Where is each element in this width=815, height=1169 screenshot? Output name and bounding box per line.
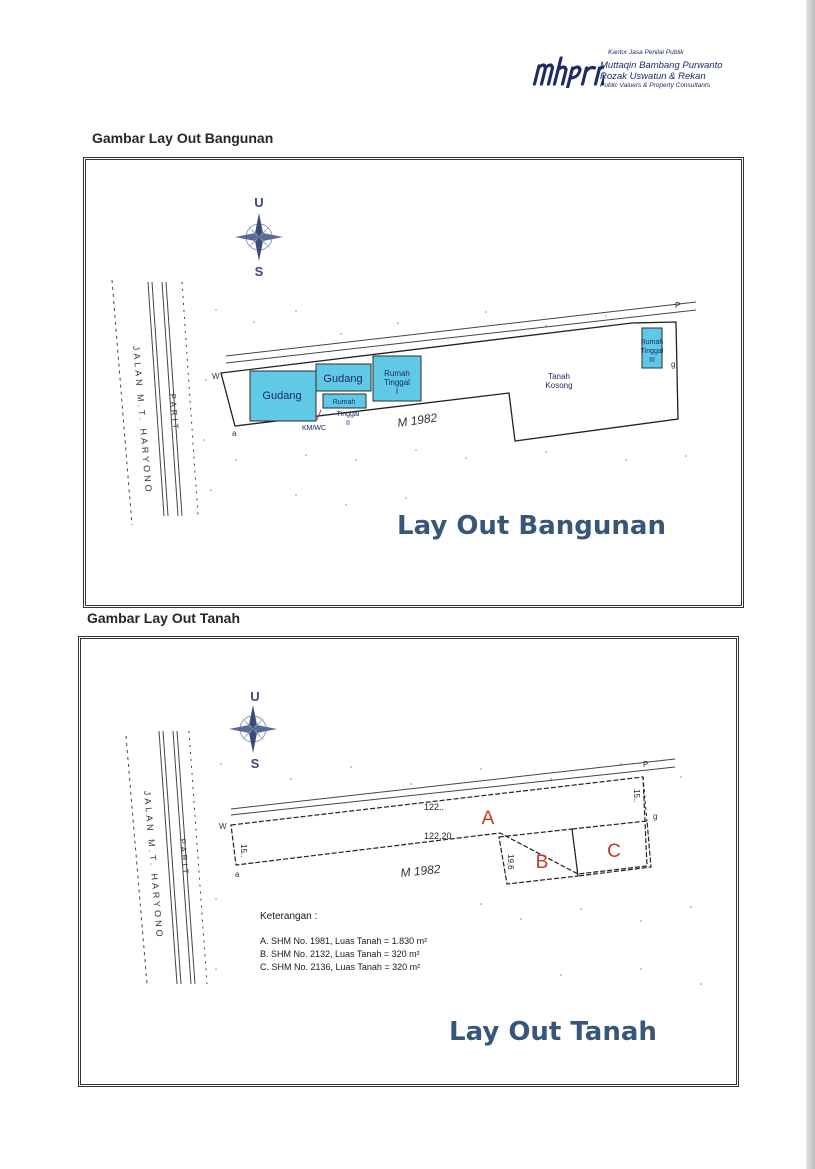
compass-rose-icon: [235, 213, 283, 261]
layout-bangunan-frame: [83, 157, 744, 608]
compass-north: U: [254, 195, 264, 210]
header-line1: Kantor Jasa Penilai Publik: [608, 49, 684, 56]
road-name: JALAN M.T. HARYONO: [142, 790, 165, 940]
page-edge: [806, 0, 815, 1169]
section1-title: Gambar Lay Out Bangunan: [92, 130, 274, 146]
parcel-a-label: A: [481, 808, 495, 829]
road-lines: [126, 731, 207, 984]
label-rumah-1b: Tinggal: [384, 378, 410, 387]
parcel-b-label: B: [535, 852, 549, 873]
label-rumah-2c: II: [346, 420, 350, 427]
keterangan-block: [260, 910, 427, 974]
parcel-c-label: C: [607, 841, 621, 862]
corner-mark-sw: a: [235, 870, 240, 879]
header-line3: Rozak Uswatun & Rekan: [600, 71, 706, 82]
boundary-top-2: [231, 767, 675, 815]
label-rumah-1a: Rumah: [384, 369, 410, 378]
corner-mark-sw: a: [232, 429, 237, 438]
dim-b: 19,6: [506, 854, 515, 870]
dim-right: 15..: [632, 789, 641, 803]
dim-side: 15..: [239, 844, 248, 858]
compass-south: S: [250, 756, 260, 771]
corner-mark-w: W: [219, 822, 227, 831]
corner-mark: P: [643, 760, 649, 769]
label-gudang-1: Gudang: [262, 390, 302, 402]
label-kmwc: KM/WC: [301, 425, 327, 432]
big-label-tanah: Lay Out Tanah: [449, 1017, 657, 1047]
road-lines: [112, 280, 198, 525]
boundary-top-1: [226, 302, 696, 356]
compass-rose-icon: [229, 705, 277, 753]
section2-title: Gambar Lay Out Tanah: [87, 610, 240, 626]
compass-north: U: [250, 689, 260, 704]
label-rumah-3b: Tinggal: [640, 348, 664, 355]
big-label-bangunan: Lay Out Bangunan: [397, 511, 666, 541]
label-rumah-3a: Rumah: [640, 339, 664, 346]
label-rumah-2a: Rumah: [332, 399, 356, 406]
kmwc-pointer: [317, 410, 321, 420]
corner-mark: P: [675, 301, 681, 310]
keterangan-item-c: C. SHM No. 2136, Luas Tanah = 320 m²: [260, 962, 421, 972]
corner-mark-w: W: [212, 372, 220, 381]
boundary-top-2: [226, 310, 696, 363]
keterangan-title: Keterangan :: [260, 911, 318, 922]
header-line4: Public Valuers & Property Consultants: [600, 82, 710, 89]
corner-mark-e: g: [671, 360, 676, 369]
corner-mark-e: g: [653, 812, 658, 821]
buildings: [250, 328, 662, 421]
dim-top: 122..: [424, 802, 445, 812]
survey-number: M 1982: [396, 410, 439, 430]
compass-south: S: [254, 264, 264, 279]
survey-number: M 1982: [399, 861, 442, 880]
keterangan-item-a: A. SHM No. 1981, Luas Tanah = 1.830 m²: [260, 936, 428, 946]
label-rumah-3c: III: [649, 357, 655, 364]
label-tanah-a: Tanah: [548, 372, 570, 381]
dim-mid: 122,20: [424, 831, 452, 841]
parit-label: PARIT: [178, 838, 191, 877]
layout-tanah-frame: [78, 636, 739, 1087]
boundary-top-1: [231, 759, 675, 809]
label-gudang-2: Gudang: [323, 373, 363, 385]
keterangan-item-b: B. SHM No. 2132, Luas Tanah = 320 m²: [260, 949, 420, 959]
firm-header: [532, 48, 742, 96]
parcel-a-outline: [231, 777, 647, 874]
label-rumah-2b: Tinggal: [336, 411, 360, 418]
parit-label: PARIT: [168, 393, 181, 432]
road-name: JALAN M.T. HARYONO: [131, 345, 154, 495]
label-tanah-b: Kosong: [545, 381, 573, 390]
label-rumah-1c: I: [395, 387, 399, 396]
header-line2: Muttaqin Bambang Purwanto: [600, 60, 723, 71]
firm-logo: [532, 54, 604, 88]
